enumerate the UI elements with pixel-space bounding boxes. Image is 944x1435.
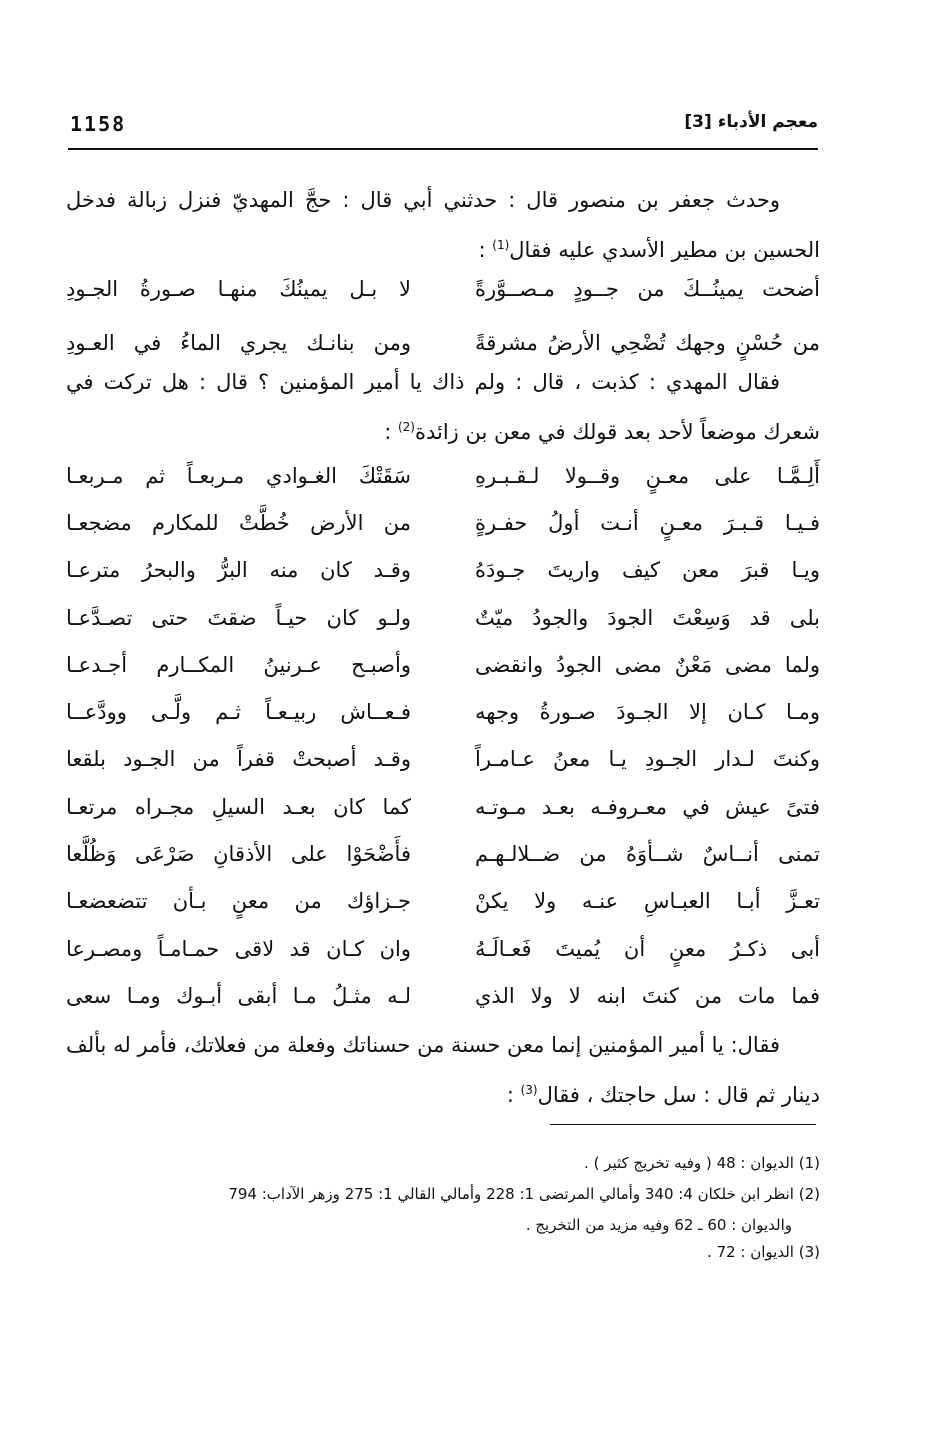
poem-2 (66, 452, 820, 1020)
verse-first-hemistich: أَلِـمَّـا على معـنٍ وقــولا لـقـبـرهِ (475, 463, 820, 488)
verse-first-hemistich: فتىً عيش في معـروفـه بعـد مـوتـه (475, 794, 820, 819)
verse-line (66, 688, 820, 735)
verse-line (66, 736, 820, 783)
footnote-2: (2) انظر ابن خلكان 4: 340 وأمالي المرتضى 1: 228 وأمالي القالي 1: 275 وزهر الآداب: 794 (228, 1185, 820, 1203)
footnote-3: (3) الديوان : 72 . (707, 1243, 820, 1261)
prose-paragraph-3 (66, 1023, 820, 1118)
verse-first-hemistich: من حُسْنٍ وجهك تُضْحِي الأرضُ مشرقةً (475, 331, 820, 355)
verse-line (66, 499, 820, 546)
poem-1 (66, 262, 820, 370)
prose-line: وحدث جعفر بن منصور قال : حدثني أبي قال : حجَّ المهديّ فنزل زبالة فدخل (66, 188, 780, 212)
prose-punctuation: : (506, 1083, 521, 1107)
prose-paragraph-1 (66, 178, 820, 273)
page-header (70, 112, 818, 142)
verse-second-hemistich: لـه مثـلُ مـا أبقى أبـوك ومـا سعى (66, 983, 411, 1008)
verse-first-hemistich: تمنى أنــاسٌ شــأوَهُ من ضــلالـهـم (475, 842, 820, 867)
verse-line (66, 452, 820, 499)
running-title: معجم الأدباء [3] (684, 112, 818, 132)
verse-line (66, 783, 820, 830)
footnote-ref: (2) (397, 420, 415, 434)
verse-first-hemistich: فـيـا قـبـرَ معـنٍ أنـت أولُ حفـرةٍ (475, 510, 820, 535)
verse-second-hemistich: ولـو كان حيـاً ضقتَ حتى تصـدَّعـا (66, 605, 411, 630)
verse-line (66, 594, 820, 641)
verse-second-hemistich: سَقَتْكَ الغـوادي مـربعـاً ثم مـربعـا (66, 463, 411, 488)
verse-line (66, 547, 820, 594)
verse-first-hemistich: أبى ذكـرُ معنٍ أن يُميتَ فَعـالَـهُ (475, 936, 820, 961)
page-number: 1158 (70, 112, 127, 136)
prose-line: بألف دينار ثم قال : سل حاجتك ، فقال (66, 1033, 820, 1107)
prose-punctuation: : (478, 238, 493, 262)
footnote-ref: (3) (520, 1083, 538, 1097)
verse-second-hemistich: كما كان بعـد السيلِ مجـراه مرتعـا (66, 794, 411, 819)
verse-second-hemistich: وقـد كان منه البرُّ والبحرُ مترعـا (66, 558, 411, 583)
verse-second-hemistich: من الأرض خُطَّتْ للمكارم مضجعـا (66, 510, 411, 535)
footnote-1: (1) الديوان : 48 ( وفيه تخريج كثير ) . (584, 1154, 820, 1172)
verse-line (66, 878, 820, 925)
footnote-2-continuation: والديوان : 60 ـ 62 وفيه مزيد من التخريج . (525, 1216, 792, 1234)
verse-second-hemistich: فـعــاش ربيـعـاً ثـم ولَّـى وودَّعــا (66, 700, 411, 725)
prose-punctuation: : (384, 420, 398, 444)
verse-first-hemistich: أضحت يمينُــكَ من جــودٍ مـصــوَّرةً (475, 277, 820, 301)
verse-line (66, 641, 820, 688)
verse-line (66, 830, 820, 877)
footnote-rule (550, 1124, 816, 1125)
verse-line (66, 972, 820, 1019)
verse-second-hemistich: جـزاؤك من معنٍ بـأن تتضعضعـا (66, 889, 411, 914)
verse-line (66, 925, 820, 972)
prose-line: فقال: يا أمير المؤمنين إنما معن حسنة من حسناتك وفعلة من فعلاتك، فأمر له (113, 1033, 780, 1057)
verse-first-hemistich: ولما مضى مَعْنٌ مضى الجودُ وانقضى (475, 652, 820, 677)
verse-first-hemistich: بلى قد وَسِعْتَ الجودَ والجودُ ميّتٌ (475, 605, 820, 630)
verse-line (66, 262, 820, 316)
verse-first-hemistich: تعـزَّ أبـا العبـاسِ عنـه ولا يكنْ (475, 889, 820, 914)
verse-second-hemistich: وقـد أصبحتْ قفراً من الجـود بلقعا (66, 747, 411, 772)
prose-line: شعرك موضعاً لأحد بعد قولك في معن بن زائدة (414, 420, 820, 444)
verse-first-hemistich: فما مات من كنتَ ابنه لا ولا الذي (475, 983, 820, 1008)
verse-second-hemistich: وان كـان قد لاقى حمـامـاً ومصـرعا (66, 936, 411, 961)
prose-paragraph-2 (66, 360, 820, 455)
verse-first-hemistich: ومـا كـان إلا الجـودَ صـورةُ وجهه (475, 700, 820, 725)
verse-second-hemistich: ومن بنانـك يجري الماءُ في العـودِ (66, 331, 411, 355)
verse-second-hemistich: لا بـل يمينُكَ منهـا صـورةُ الجـودِ (66, 277, 411, 301)
prose-line: فقال المهدي : كذبت ، قال : ولم ذاك يا أمير المؤمنين ؟ قال : هل تركت في (66, 370, 780, 394)
verse-first-hemistich: ويـا قبرَ معن كيف واريتَ جـودَهُ (475, 558, 820, 583)
verse-second-hemistich: فأَضْحَوْا على الأذقانِ صَرْعَى وَظُلَّعا (66, 842, 411, 867)
verse-second-hemistich: وأصبـح عـرنينُ المكــارم أجـدعـا (66, 652, 411, 677)
header-rule (68, 148, 818, 150)
prose-line: الحسين بن مطير الأسدي عليه فقال (509, 238, 820, 262)
verse-first-hemistich: وكنتَ لـدار الجـودِ يـا معنُ عـامـراً (475, 747, 820, 772)
footnote-ref: (1) (492, 238, 510, 252)
footnotes (66, 1150, 820, 1270)
